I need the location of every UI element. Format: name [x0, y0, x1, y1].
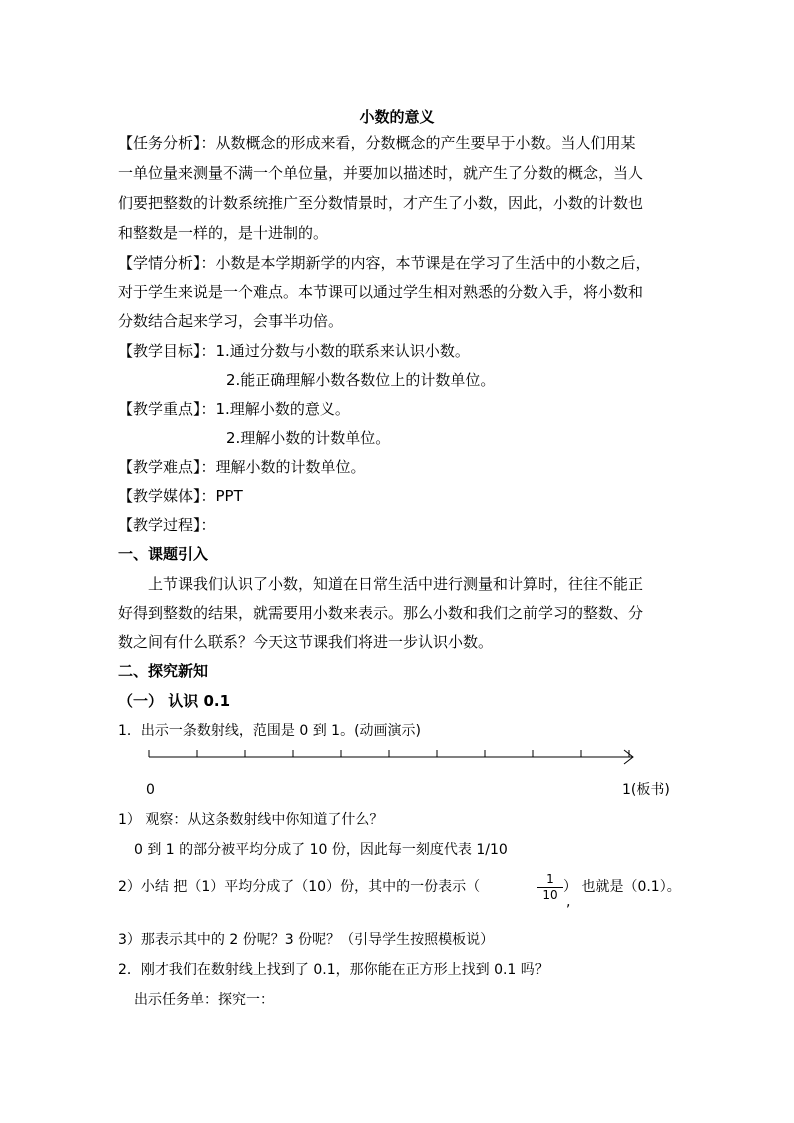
- page-title: 小数的意义: [359, 108, 435, 126]
- section1-line-3: 数之间有什么联系？今天这节课我们将进一步认识小数。: [118, 633, 494, 651]
- fraction-denominator: 10: [537, 887, 563, 903]
- number-line-start-label: 0: [146, 782, 155, 798]
- fraction-numerator: 1: [546, 872, 554, 886]
- learning-analysis-line-2: 对于学生来说是一个难点。本节课可以通过学生相对熟悉的分数入手，将小数和: [118, 283, 644, 301]
- key-point-1: 【教学重点】：1.理解小数的意义。: [118, 400, 350, 418]
- key-point-2: 2.理解小数的计数单位。: [226, 429, 391, 447]
- item-3: 3）那表示其中的 2 份呢？3 份呢？（引导学生按照模板说）: [118, 932, 495, 948]
- item-1: 1．出示一条数射线，范围是 0 到 1。(动画演示): [118, 723, 421, 739]
- number-line-end-label: 1(板书): [622, 782, 670, 798]
- section1-heading: 一、课题引入: [118, 545, 209, 563]
- summary-text-after: ） 也就是（0.1）。: [563, 879, 681, 895]
- fraction-one-tenth: [537, 872, 563, 903]
- observe-question: 1） 观察：从这条数射线中你知道了什么？: [118, 812, 384, 828]
- teaching-process: 【教学过程】：: [118, 516, 216, 534]
- item-2: 2．刚才我们在数射线上找到了 0.1，那你能在正方形上找到 0.1 吗？: [118, 962, 549, 978]
- learning-analysis-line-1: 【学情分析】：小数是本学期新学的内容，本节课是在学习了生活中的小数之后，: [118, 254, 651, 272]
- section1-line-1: 上节课我们认识了小数，知道在日常生活中进行测量和计算时，往往不能正: [148, 575, 644, 593]
- task-analysis-line-2: 一单位量来测量不满一个单位量，并要加以描述时，就产生了分数的概念，当人: [118, 164, 644, 182]
- teaching-difficulty: 【教学难点】：理解小数的计数单位。: [118, 458, 366, 476]
- section2-heading: 二、探究新知: [118, 662, 209, 680]
- subsection-heading: （一） 认识 0.1: [118, 692, 231, 710]
- number-line: [0, 742, 794, 772]
- learning-analysis-line-3: 分数结合起来学习，会事半功倍。: [118, 312, 344, 330]
- summary-text-before: 2）小结 把（1）平均分成了（10）份，其中的一份表示（: [118, 879, 481, 895]
- teaching-goal-2: 2.能正确理解小数各数位上的计数单位。: [226, 371, 496, 389]
- teaching-goal-1: 【教学目标】：1.通过分数与小数的联系来认识小数。: [118, 342, 470, 360]
- task-analysis-line-4: 和整数是一样的，是十进制的。: [118, 224, 329, 242]
- number-line-ticks: [149, 750, 629, 757]
- task-sheet: 出示任务单：探究一：: [134, 992, 274, 1008]
- observe-answer: 0 到 1 的部分被平均分成了 10 份，因此每一刻度代表 1/10: [134, 842, 508, 858]
- teaching-media: 【教学媒体】：PPT: [118, 487, 243, 505]
- summary-comma: ,: [566, 894, 571, 910]
- section1-line-2: 好得到整数的结果，就需要用小数来表示。那么小数和我们之前学习的整数、分: [118, 604, 644, 622]
- task-analysis-line-3: 们要把整数的计数系统推广至分数情景时，才产生了小数，因此，小数的计数也: [118, 194, 644, 212]
- task-analysis-line-1: 【任务分析】：从数概念的形成来看，分数概念的产生要早于小数。当人们用某: [118, 134, 636, 152]
